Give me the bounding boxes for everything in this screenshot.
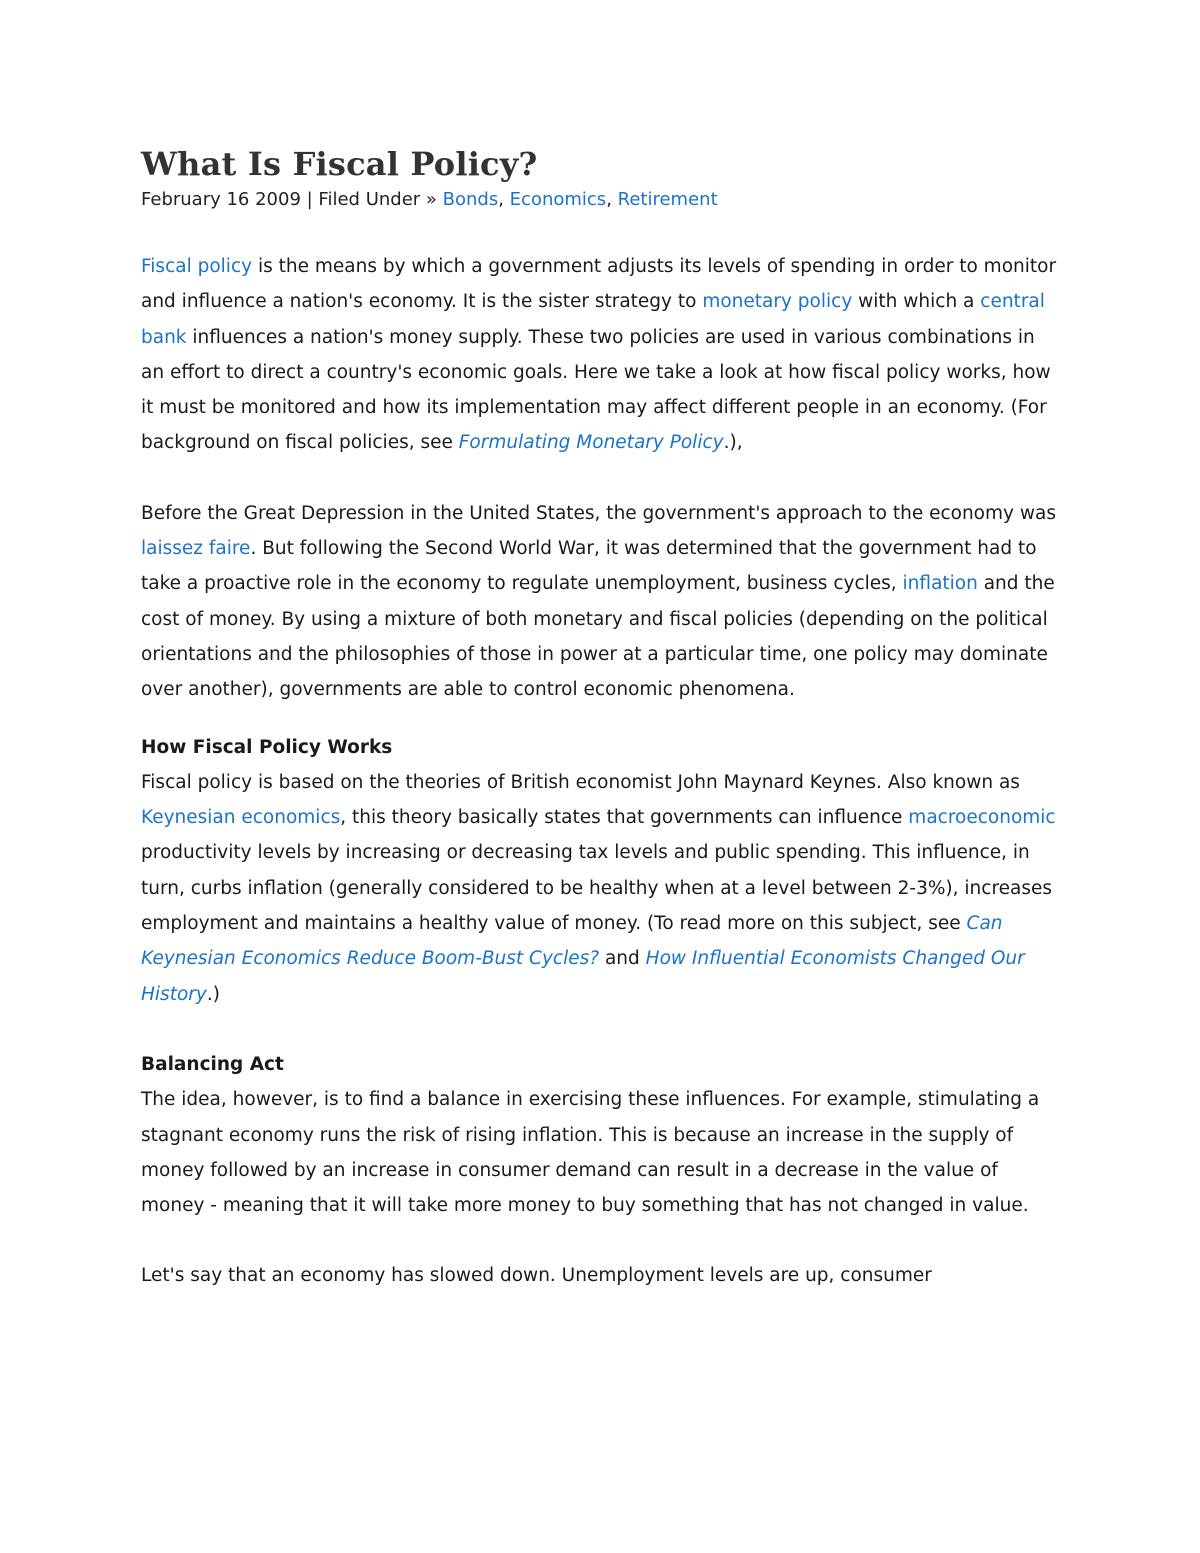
filed-under-label: | Filed Under » — [300, 189, 443, 210]
link-inflation[interactable]: inflation — [902, 573, 978, 595]
link-fiscal-policy[interactable]: Fiscal policy — [141, 256, 253, 277]
category-link-retirement[interactable]: Retirement — [617, 189, 718, 210]
section-heading-balancing-act: Balancing Act — [141, 1053, 284, 1075]
link-laissez-faire[interactable]: laissez faire — [141, 538, 251, 560]
page-title: What Is Fiscal Policy? — [141, 145, 538, 183]
section-heading-how-fiscal-policy-works: How Fiscal Policy Works — [141, 736, 393, 758]
intro-paragraph: Fiscal policy is the means by which a government adjusts its levels of spending in order to monitor and influence a nation's economy. It is the sister strategy to monetary policy with which a central bank influences a nation's money supply. These two policies are used in various combinations in an effort to direct a country's economic goals. Here we take a look at how fiscal policy works, how it must be monitored and how its implementation may affect different people in an economy. (For background on fiscal policies, see Formulating Monetary Policy.), — [141, 256, 1057, 454]
link-influential-economists[interactable]: How Influential Economists Changed Our History — [141, 948, 1025, 1005]
balancing-act-paragraph: The idea, however, is to find a balance in exercising these influences. For example, stimulating a stagnant economy runs the risk of rising inflation. This is because an increase in the supply of money followed by an increase in consumer demand can result in a decrease in the value of money - meaning that it will take more money to buy something that has not changed in value. — [141, 1089, 1040, 1217]
category-link-economics[interactable]: Economics — [509, 189, 607, 210]
link-macroeconomic[interactable]: macroeconomic — [908, 807, 1056, 829]
link-keynesian-economics[interactable]: Keynesian economics — [141, 807, 341, 829]
closing-paragraph: Let's say that an economy has slowed down. Unemployment levels are up, consumer — [141, 1265, 932, 1287]
post-date: February 16 2009 — [141, 189, 301, 210]
how-it-works-paragraph: Fiscal policy is based on the theories of British economist John Maynard Keynes. Also known as Keynesian economics, this theory basically states that governments can influence macroeconomic productivity levels by increasing or decreasing tax levels and public spending. This influence, in turn, curbs inflation (generally considered to be healthy when at a level between 2-3%), increases employment and maintains a healthy value of money. (To read more on this subject, see Can Keynesian Economics Reduce Boom-Bust Cycles? and How Influential Economists Changed Our History.) — [141, 771, 1056, 1005]
history-paragraph: Before the Great Depression in the United States, the government's approach to the economy was laissez faire. But following the Second World War, it was determined that the government had to take a proactive role in the economy to regulate unemployment, business cycles, inflation and the cost of money. By using a mixture of both monetary and fiscal policies (depending on the political orientations and the philosophies of those in power at a particular time, one policy may dominate over another), governments are able to control economic phenomena. — [141, 502, 1056, 701]
article-meta: February 16 2009 | Filed Under » Bonds, Economics, Retirement — [141, 189, 718, 210]
link-central-bank[interactable]: central bank — [141, 291, 1045, 348]
link-monetary-policy[interactable]: monetary policy — [702, 291, 853, 313]
article — [141, 143, 1061, 1294]
link-formulating-monetary-policy[interactable]: Formulating Monetary Policy — [458, 432, 724, 454]
link-boom-bust-cycles[interactable]: Can Keynesian Economics Reduce Boom-Bust Cycles? — [141, 913, 1003, 970]
category-link-bonds[interactable]: Bonds — [442, 189, 499, 210]
